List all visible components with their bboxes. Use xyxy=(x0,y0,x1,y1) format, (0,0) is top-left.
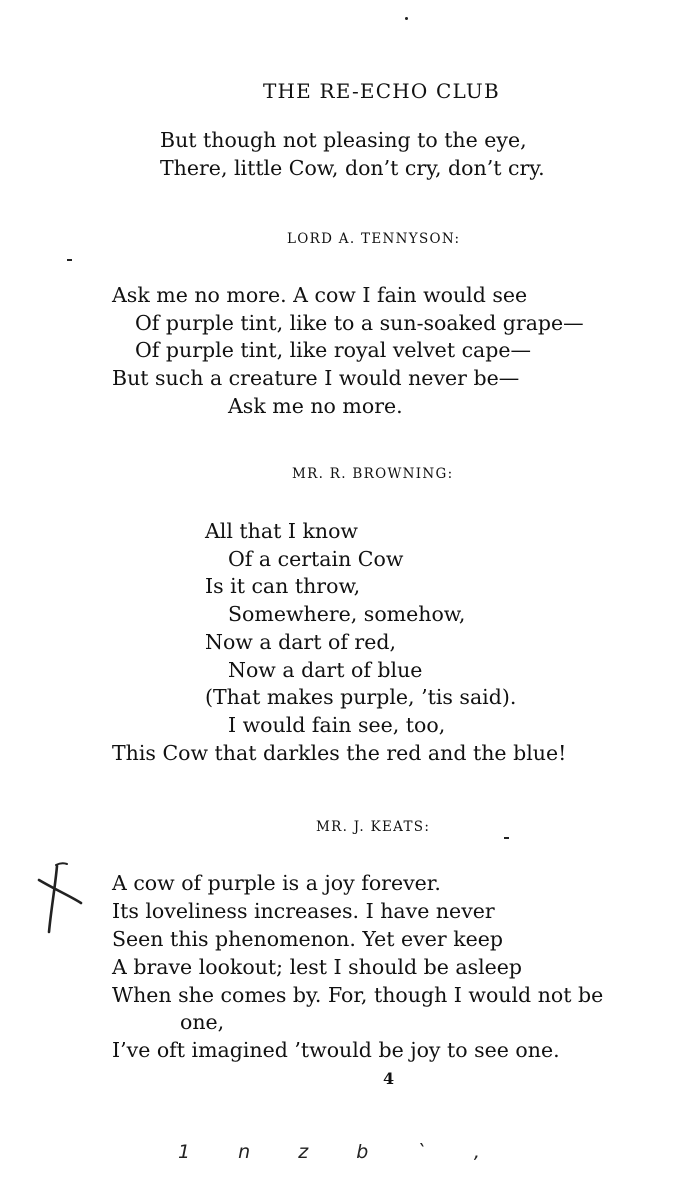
poem-line: When she comes by. For, though I would not be xyxy=(112,983,604,1007)
poem-line: Ask me no more. xyxy=(228,394,403,418)
poem-line: (That makes purple, ’tis said). xyxy=(205,685,517,709)
poem-line: I would fain see, too, xyxy=(228,713,446,737)
ink-speck xyxy=(405,17,408,20)
poem-line: There, little Cow, don’t cry, don’t cry. xyxy=(160,156,545,180)
poem-line: one, xyxy=(180,1010,225,1034)
poem-line: But though not pleasing to the eye, xyxy=(160,128,527,152)
poem-line: Of purple tint, like to a sun-soaked grape— xyxy=(135,311,584,335)
poem-line: Of a certain Cow xyxy=(228,547,404,571)
poem-line: I’ve oft imagined ’twould be joy to see one. xyxy=(112,1038,560,1062)
speaker-heading: LORD A. TENNYSON: xyxy=(287,231,461,247)
page-number: 4 xyxy=(383,1069,395,1088)
cross-mark-icon xyxy=(36,860,86,935)
ink-speck xyxy=(504,837,509,839)
poem-line: Its loveliness increases. I have never xyxy=(112,899,495,923)
poem-line: This Cow that darkles the red and the blue! xyxy=(112,741,567,765)
poem-line: Is it can throw, xyxy=(205,574,361,598)
poem-line: Now a dart of red, xyxy=(205,630,396,654)
poem-line: Of purple tint, like royal velvet cape— xyxy=(135,338,532,362)
ink-speck xyxy=(67,259,72,261)
speaker-heading: MR. J. KEATS: xyxy=(316,819,431,835)
poem-line: But such a creature I would never be— xyxy=(112,366,520,390)
running-head: THE RE-ECHO CLUB xyxy=(263,79,500,103)
poem-line: A brave lookout; lest I should be asleep xyxy=(112,955,523,979)
handwritten-marks: 1 n z b ˋ , xyxy=(178,1141,480,1163)
poem-line: Ask me no more. A cow I fain would see xyxy=(112,283,528,307)
poem-line: A cow of purple is a joy forever. xyxy=(112,871,441,895)
poem-line: Seen this phenomenon. Yet ever keep xyxy=(112,927,504,951)
poem-line: Now a dart of blue xyxy=(228,658,423,682)
poem-line: All that I know xyxy=(205,519,358,543)
speaker-heading: MR. R. BROWNING: xyxy=(292,466,454,482)
poem-line: Somewhere, somehow, xyxy=(228,602,466,626)
